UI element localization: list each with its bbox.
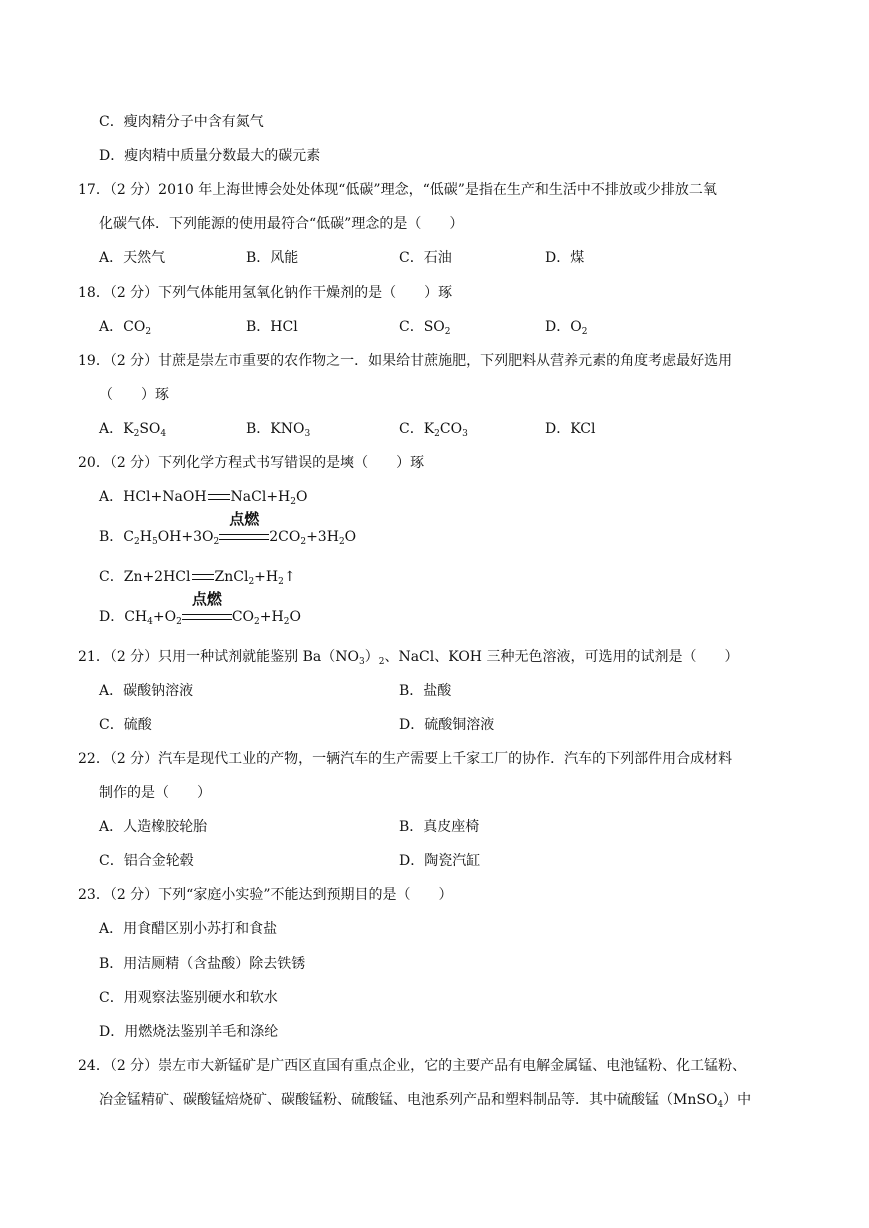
q17-option-c: C．石油: [399, 250, 452, 266]
q19-option-c: C．$K_2CO_3$: [399, 421, 468, 439]
q22-stem-line1: 22．（2 分）汽车是现代工业的产物，一辆汽车的生产需要上千家工厂的协作．汽车的下列部件用合成材料: [78, 751, 733, 767]
q23-stem: 23．（2 分）下列“家庭小实验”不能达到预期目的是（ ）: [78, 887, 453, 903]
equals-sign: [192, 574, 214, 580]
q21-option-d: D．硫酸铜溶液: [399, 717, 495, 733]
q20-option-d: D．$CH_4+O_2$ 点燃 $CO_2+H_2O$: [99, 590, 301, 627]
q19-stem-line1: 19．（2 分）甘蔗是崇左市重要的农作物之一．如果给甘蔗施肥，下列肥料从营养元素的角度考虑最好选用: [78, 353, 733, 369]
reaction-condition: 点燃: [182, 608, 232, 626]
q23-option-a: A．用食醋区别小苏打和食盐: [99, 921, 278, 937]
q18-option-d: D．$O_2$: [545, 319, 588, 337]
q24-stem-line1: 24．（2 分）崇左市大新锰矿是广西区直国有重点企业，它的主要产品有电解金属锰、电池锰粉、化工锰粉、: [78, 1058, 747, 1074]
q18-option-b: B．HCl: [246, 319, 298, 335]
q17-stem-line1: 17．（2 分）2010 年上海世博会处处体现“低碳”理念，“低碳”是指在生产和生活中不排放或少排放二氧: [78, 182, 717, 198]
q22-option-b: B．真皮座椅: [399, 819, 480, 835]
q21-stem: 21．（2 分）只用一种试剂就能鉴别 $Ba(NO_3)_2$、NaCl、KOH 三种无色溶液，可选用的试剂是（ ）: [78, 649, 739, 667]
q16-option-d: D．瘦肉精中质量分数最大的碳元素: [99, 148, 321, 164]
q16-option-c: C．瘦肉精分子中含有氮气: [99, 114, 264, 130]
q19-stem-line2: （ ）琢: [99, 387, 169, 403]
q23-option-d: D．用燃烧法鉴别羊毛和涤纶: [99, 1024, 279, 1040]
q22-stem-line2: 制作的是（ ）: [99, 785, 211, 801]
q23-option-c: C．用观察法鉴别硬水和软水: [99, 990, 278, 1006]
q17-option-a: A．天然气: [99, 250, 166, 266]
q17-option-d: D．煤: [545, 250, 585, 266]
q24-stem-line2: 冶金锰精矿、碳酸锰焙烧矿、碳酸锰粉、硫酸锰、电池系列产品和塑料制品等．其中硫酸锰（MnSO$_4$）中: [99, 1092, 752, 1110]
equals-sign: [208, 494, 230, 500]
q20-option-a: A．HCl+NaOH $NaCl+H_2O$: [99, 489, 308, 507]
q22-option-d: D．陶瓷汽缸: [399, 853, 481, 869]
q20-option-b: B．$C_2H_5OH+3O_2$ 点燃 $2CO_2+3H_2O$: [99, 510, 357, 547]
q18-option-c: C．$SO_2$: [399, 319, 451, 337]
q19-option-b: B．$KNO_3$: [246, 421, 311, 439]
q22-option-c: C．铝合金轮毂: [99, 853, 194, 869]
q17-stem-line2: 化碳气体．下列能源的使用最符合“低碳”理念的是（ ）: [99, 216, 464, 232]
q18-stem: 18．（2 分）下列气体能用氢氧化钠作干燥剂的是（ ）琢: [78, 285, 453, 301]
q23-option-b: B．用洁厕精（含盐酸）除去铁锈: [99, 956, 306, 972]
q20-stem: 20．（2 分）下列化学方程式书写错误的是塽（ ）琢: [78, 455, 425, 471]
q20-option-c: C．Zn+2HCl $ZnCl_2+H_2↑$: [99, 569, 296, 587]
q21-option-b: B．盐酸: [399, 683, 452, 699]
q18-option-a: A．$CO_2$: [99, 319, 152, 337]
q19-option-d: D．KCl: [545, 421, 596, 437]
q17-option-b: B．风能: [246, 250, 299, 266]
q22-option-a: A．人造橡胶轮胎: [99, 819, 208, 835]
q19-option-a: A．$K_2SO_4$: [99, 421, 167, 439]
q21-option-a: A．碳酸钠溶液: [99, 683, 194, 699]
q21-option-c: C．硫酸: [99, 717, 152, 733]
reaction-condition: 点燃: [219, 528, 269, 546]
